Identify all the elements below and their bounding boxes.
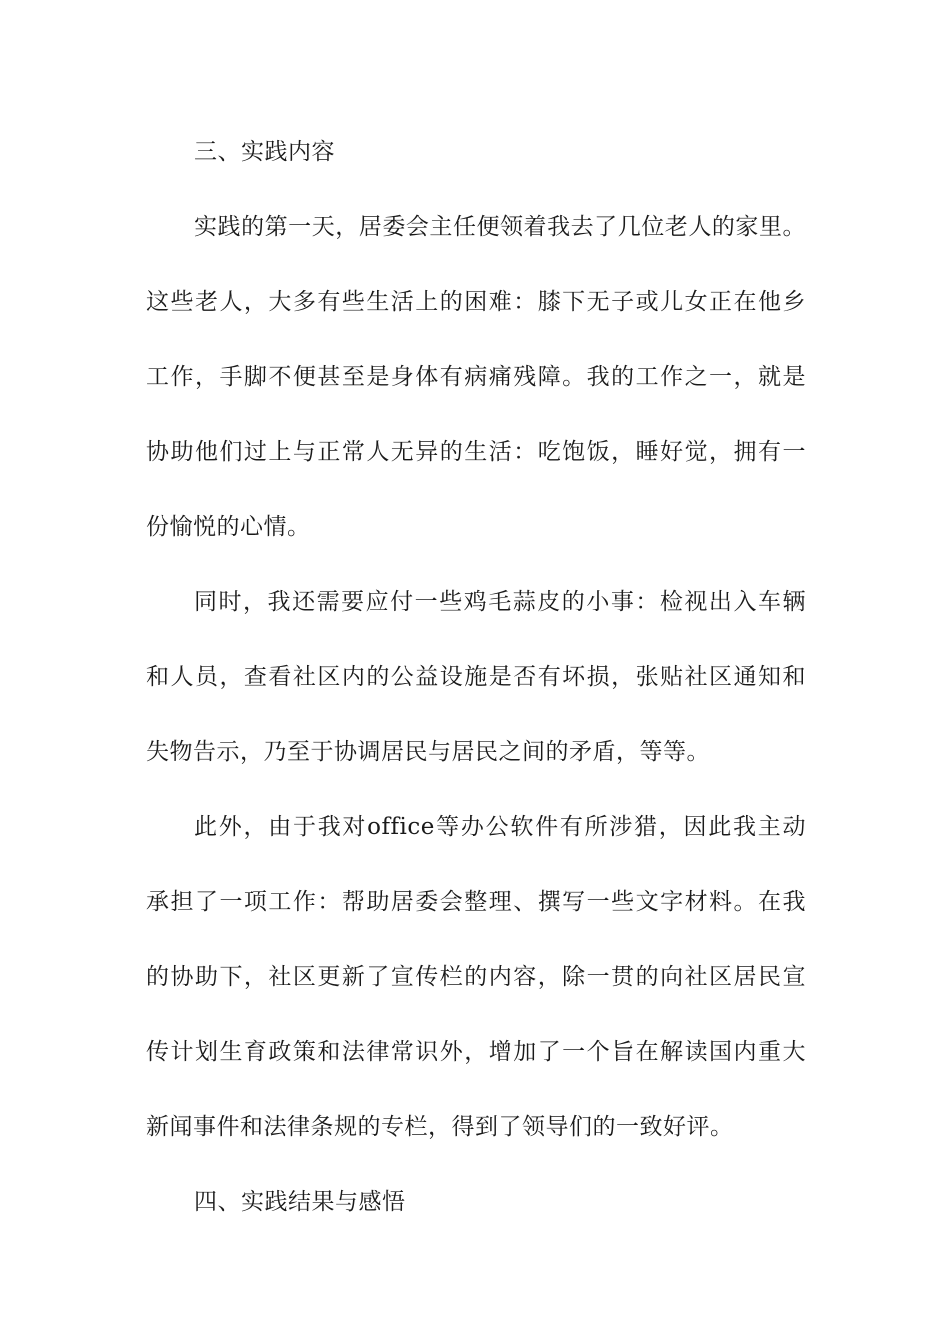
- paragraph-line: 此外，由于我对office等办公软件有所涉猎，因此我主动: [194, 814, 806, 840]
- paragraph-line: 的协助下，社区更新了宣传栏的内容，除一贯的向社区居民宣: [146, 964, 806, 990]
- paragraph-line: 新闻事件和法律条规的专栏，得到了领导们的一致好评。: [146, 1114, 734, 1140]
- section-heading-results-reflections: 四、实践结果与感悟: [194, 1189, 406, 1215]
- paragraph-line: 传计划生育政策和法律常识外，增加了一个旨在解读国内重大: [146, 1039, 806, 1065]
- paragraph-line: 协助他们过上与正常人无异的生活：吃饱饭，睡好觉，拥有一: [146, 439, 806, 465]
- paragraph-line: 这些老人，大多有些生活上的困难：膝下无子或儿女正在他乡: [146, 289, 806, 315]
- section-heading-practice-content: 三、实践内容: [194, 139, 335, 165]
- paragraph-line: 承担了一项工作：帮助居委会整理、撰写一些文字材料。在我: [146, 889, 806, 915]
- paragraph-line: 工作，手脚不便甚至是身体有病痛残障。我的工作之一，就是: [146, 364, 806, 390]
- paragraph-line: 同时，我还需要应付一些鸡毛蒜皮的小事：检视出入车辆: [194, 589, 806, 615]
- paragraph-line: 和人员，查看社区内的公益设施是否有坏损，张贴社区通知和: [146, 664, 806, 690]
- paragraph-line: 失物告示，乃至于协调居民与居民之间的矛盾，等等。: [146, 739, 710, 765]
- paragraph-line: 份愉悦的心情。: [146, 514, 311, 540]
- paragraph-line: 实践的第一天，居委会主任便领着我去了几位老人的家里。: [194, 214, 806, 240]
